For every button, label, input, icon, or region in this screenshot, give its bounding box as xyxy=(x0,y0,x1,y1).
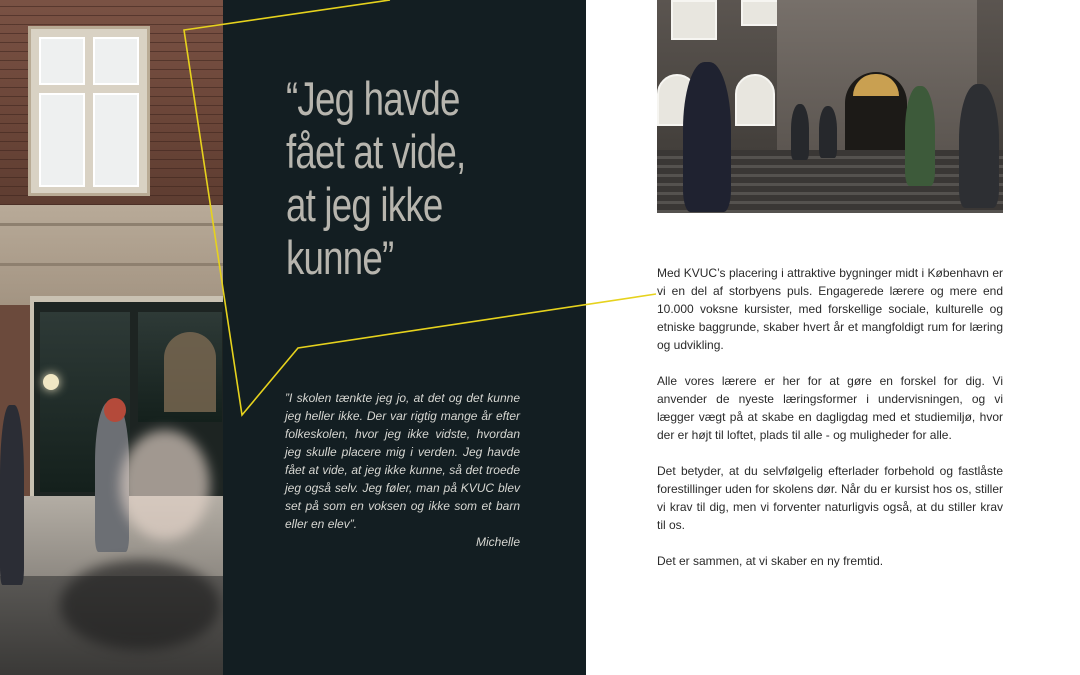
building-window xyxy=(735,74,775,126)
paragraph: Det er sammen, at vi skaber en ny fremtid. xyxy=(657,554,884,568)
student-walking xyxy=(791,104,809,160)
paragraph: Alle vores lærere er her for at gøre en forskel for dig. Vi anvender de nyeste læringsformer i undervisningen, og vi lægger vægt på at skabe en dagligdag med et studiemiljø, hvor der er højt til loftet, plads til alle - og muligheder for alle. xyxy=(657,374,1003,442)
street-photo xyxy=(0,0,223,675)
building-window xyxy=(28,26,150,196)
school-entrance-photo xyxy=(657,0,1003,213)
pedestrian-head xyxy=(104,398,126,422)
student-walking xyxy=(683,62,731,212)
pedestrian xyxy=(0,405,24,585)
paragraph: Det betyder, at du selvfølgelig efterlader forbehold og fastlåste forestillinger uden for skolens dør. Når du er kursist hos os, stiller vi krav til dig, men vi forventer naturligvis også, at du stiller krav til os. xyxy=(657,464,1003,532)
pull-quote: “Jeg havde fået at vide, at jeg ikke kunne” xyxy=(286,72,466,284)
testimonial-author: Michelle xyxy=(475,535,520,549)
student-walking xyxy=(819,106,837,158)
body-text xyxy=(657,264,1003,588)
building-window xyxy=(671,0,717,40)
motion-blur-cyclist xyxy=(120,430,210,540)
student-walking xyxy=(905,86,935,186)
student-walking xyxy=(959,84,999,208)
testimonial xyxy=(285,389,520,551)
stone-base xyxy=(0,205,223,305)
testimonial-text: ”I skolen tænkte jeg jo, at det og det kunne jeg heller ikke. Der var rigtig mange år efter folkeskolen, hvor jeg ikke vidste, hvordan jeg skulle placere mig i verden. Jeg havde fået at vide, at jeg ikke kunne, så det troede jeg også selv. Jeg føler, man på KVUC blev set på som en voksen og ikke som et barn eller en elev”. xyxy=(285,391,520,531)
motion-blur-bicycle xyxy=(60,560,220,650)
lamp xyxy=(43,374,59,390)
paragraph: Med KVUC’s placering i attraktive bygninger midt i København er vi en del af storbyens puls. Engagerede lærere og mere end 10.000 voksne kursister, med forskellige sociale, kulturelle og etniske baggrunde, skaber hvert år et mangfoldigt rum for læring og udvikling. xyxy=(657,266,1003,352)
